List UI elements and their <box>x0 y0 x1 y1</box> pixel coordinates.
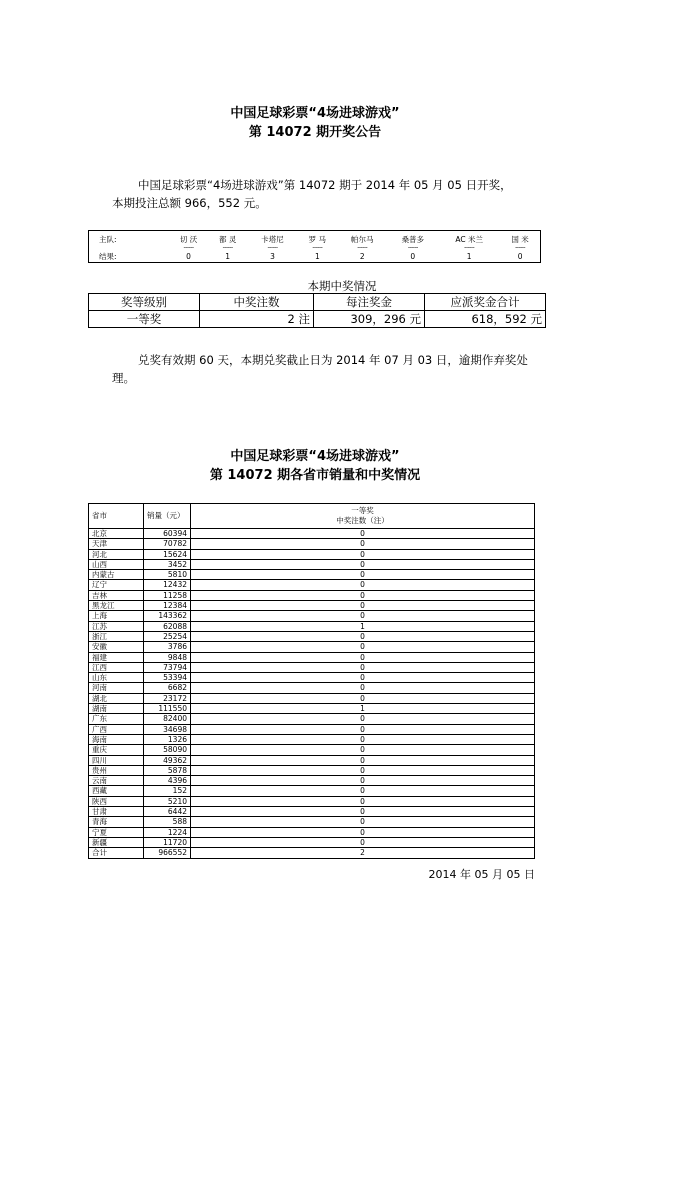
prize-count: 2 注 <box>200 311 314 328</box>
province-title-line2: 第 14072 期各省市销量和中奖情况 <box>209 468 421 483</box>
province-sales: 966552 <box>144 848 191 858</box>
announcement-title-line1: 中国足球彩票“4场进球游戏” <box>230 106 400 121</box>
province-name: 上海 <box>89 611 144 621</box>
table-row <box>89 580 535 590</box>
province-sales: 6442 <box>144 807 191 817</box>
province-prize-count: 0 <box>191 642 535 652</box>
match-result: 1 <box>225 251 231 261</box>
province-prize-count: 0 <box>191 837 535 847</box>
province-name: 河南 <box>89 683 144 693</box>
province-sales: 11258 <box>144 590 191 600</box>
province-sales: 3786 <box>144 642 191 652</box>
match-team: 桑普多 <box>401 234 425 244</box>
province-name: 广东 <box>89 714 144 724</box>
table-row <box>89 765 535 775</box>
header-first-prize <box>191 504 535 529</box>
prize-table-row <box>89 311 546 328</box>
announcement-title <box>0 104 630 142</box>
province-name: 甘肃 <box>89 807 144 817</box>
draw-info-line1: 中国足球彩票“4场进球游戏”第 14072 期于 2014 年 05 月 05 日开奖， <box>138 178 512 192</box>
province-sales: 23172 <box>144 693 191 703</box>
province-name: 广西 <box>89 724 144 734</box>
province-prize-count: 0 <box>191 817 535 827</box>
province-prize-count: 1 <box>191 621 535 631</box>
province-prize-count: 0 <box>191 714 535 724</box>
province-prize-count: 0 <box>191 745 535 755</box>
province-name: 山东 <box>89 673 144 683</box>
prize-per-ticket: 309，296 元 <box>314 311 425 328</box>
prize-table <box>88 293 546 328</box>
province-name: 湖南 <box>89 704 144 714</box>
province-name: 山西 <box>89 559 144 569</box>
claim-info-line2: 理。 <box>112 371 135 385</box>
header-first-prize-line1: 一等奖 <box>351 506 374 515</box>
province-prize-count: 0 <box>191 590 535 600</box>
table-row <box>89 745 535 755</box>
province-name: 西藏 <box>89 786 144 796</box>
table-row <box>89 529 535 539</box>
province-name: 贵州 <box>89 765 144 775</box>
match-result: 0 <box>186 251 191 261</box>
table-row <box>89 693 535 703</box>
draw-info-paragraph <box>112 176 552 212</box>
prize-header-level: 奖等级别 <box>89 294 200 311</box>
match-dash: ------ <box>357 243 368 251</box>
prize-header-count: 中奖注数 <box>200 294 314 311</box>
province-sales: 5210 <box>144 796 191 806</box>
province-sales: 1224 <box>144 827 191 837</box>
province-sales: 588 <box>144 817 191 827</box>
table-row <box>89 590 535 600</box>
table-row <box>89 570 535 580</box>
province-sales: 111550 <box>144 704 191 714</box>
table-row <box>89 848 535 858</box>
province-prize-count: 1 <box>191 704 535 714</box>
province-sales: 5878 <box>144 765 191 775</box>
province-sales: 60394 <box>144 529 191 539</box>
match-result: 0 <box>517 251 523 261</box>
province-sales: 12432 <box>144 580 191 590</box>
province-name: 黑龙江 <box>89 601 144 611</box>
province-sales: 6682 <box>144 683 191 693</box>
match-result: 2 <box>359 251 365 261</box>
province-prize-count: 0 <box>191 601 535 611</box>
province-sales: 73794 <box>144 662 191 672</box>
province-name: 内蒙古 <box>89 570 144 580</box>
table-row <box>89 796 535 806</box>
province-prize-count: 0 <box>191 539 535 549</box>
province-prize-count: 0 <box>191 570 535 580</box>
table-row <box>89 539 535 549</box>
claim-info-paragraph <box>112 351 552 387</box>
province-prize-count: 0 <box>191 755 535 765</box>
table-row <box>89 559 535 569</box>
table-row <box>89 549 535 559</box>
province-prize-count: 0 <box>191 631 535 641</box>
table-row <box>89 621 535 631</box>
province-sales: 70782 <box>144 539 191 549</box>
province-prize-count: 0 <box>191 807 535 817</box>
province-prize-count: 2 <box>191 848 535 858</box>
match-results-table <box>88 230 541 263</box>
province-title-line1: 中国足球彩票“4场进球游戏” <box>230 449 400 464</box>
table-row <box>89 652 535 662</box>
match-dash: ------ <box>183 243 194 251</box>
province-prize-count: 0 <box>191 580 535 590</box>
match-dash: ------ <box>407 243 418 251</box>
province-prize-count: 0 <box>191 796 535 806</box>
province-prize-count: 0 <box>191 652 535 662</box>
province-name: 天津 <box>89 539 144 549</box>
table-row <box>89 786 535 796</box>
province-sales: 143362 <box>144 611 191 621</box>
match-team: 国 米 <box>511 234 529 244</box>
province-prize-count: 0 <box>191 765 535 775</box>
header-sales: 销量（元） <box>144 504 191 529</box>
prize-table-header <box>89 294 546 311</box>
match-dash: ------ <box>222 243 233 251</box>
province-sales: 12384 <box>144 601 191 611</box>
match-dash: ------ <box>312 243 323 251</box>
province-name: 河北 <box>89 549 144 559</box>
province-name: 重庆 <box>89 745 144 755</box>
province-name: 浙江 <box>89 631 144 641</box>
province-prize-count: 0 <box>191 734 535 744</box>
province-prize-count: 0 <box>191 549 535 559</box>
province-name: 江苏 <box>89 621 144 631</box>
match-team: 切 沃 <box>179 234 198 244</box>
header-first-prize-line2: 中奖注数（注） <box>336 516 389 525</box>
match-dash: ------ <box>267 243 278 251</box>
province-sales: 25254 <box>144 631 191 641</box>
province-prize-count: 0 <box>191 559 535 569</box>
province-prize-count: 0 <box>191 683 535 693</box>
match-team: 帕尔马 <box>350 234 374 244</box>
match-result: 1 <box>314 251 320 261</box>
table-row <box>89 673 535 683</box>
province-sales: 1326 <box>144 734 191 744</box>
draw-info-line2: 本期投注总额 966，552 元。 <box>112 196 267 210</box>
province-sales: 49362 <box>144 755 191 765</box>
prize-section-title: 本期中奖情况 <box>307 279 377 293</box>
claim-info-line1: 兑奖有效期 60 天，本期兑奖截止日为 2014 年 07 月 03 日，逾期作弃奖处 <box>138 353 528 367</box>
table-row <box>89 714 535 724</box>
result-label: 结果: <box>99 251 117 261</box>
match-team: 卡塔尼 <box>261 234 284 244</box>
announcement-title-line2: 第 14072 期开奖公告 <box>248 125 382 140</box>
province-name: 陕西 <box>89 796 144 806</box>
province-prize-count: 0 <box>191 673 535 683</box>
province-table-header <box>89 504 535 529</box>
province-name: 辽宁 <box>89 580 144 590</box>
province-sales: 4396 <box>144 776 191 786</box>
province-name: 福建 <box>89 652 144 662</box>
table-row <box>89 611 535 621</box>
table-row <box>89 704 535 714</box>
province-sales: 58090 <box>144 745 191 755</box>
province-name: 湖北 <box>89 693 144 703</box>
prize-header-total: 应派奖金合计 <box>425 294 546 311</box>
province-name: 海南 <box>89 734 144 744</box>
prize-header-per: 每注奖金 <box>314 294 425 311</box>
match-dash: ------ <box>464 243 475 251</box>
match-dash: ------ <box>515 243 526 251</box>
province-name: 吉林 <box>89 590 144 600</box>
table-row <box>89 776 535 786</box>
province-name: 新疆 <box>89 837 144 847</box>
province-prize-count: 0 <box>191 786 535 796</box>
province-prize-count: 0 <box>191 776 535 786</box>
match-result: 3 <box>270 251 275 261</box>
match-team: AC 米兰 <box>455 234 483 244</box>
province-name: 合计 <box>89 848 144 858</box>
province-prize-count: 0 <box>191 827 535 837</box>
province-prize-count: 0 <box>191 724 535 734</box>
province-name: 青海 <box>89 817 144 827</box>
province-name: 北京 <box>89 529 144 539</box>
table-row <box>89 734 535 744</box>
table-row <box>89 807 535 817</box>
table-row <box>89 817 535 827</box>
province-name: 四川 <box>89 755 144 765</box>
match-team: 罗 马 <box>308 234 327 244</box>
province-name: 云南 <box>89 776 144 786</box>
province-sales: 152 <box>144 786 191 796</box>
table-row <box>89 724 535 734</box>
province-prize-count: 0 <box>191 693 535 703</box>
match-team: 都 灵 <box>218 234 237 244</box>
province-sales: 53394 <box>144 673 191 683</box>
province-sales: 34698 <box>144 724 191 734</box>
home-team-label: 主队: <box>99 234 117 244</box>
province-sales: 15624 <box>144 549 191 559</box>
province-report-title <box>0 447 630 485</box>
table-row <box>89 683 535 693</box>
match-results-row <box>89 250 541 263</box>
province-prize-count: 0 <box>191 611 535 621</box>
prize-total: 618，592 元 <box>425 311 546 328</box>
province-prize-count: 0 <box>191 529 535 539</box>
header-province: 省市 <box>89 504 144 529</box>
match-result: 0 <box>410 251 416 261</box>
table-row <box>89 837 535 847</box>
table-row <box>89 631 535 641</box>
table-row <box>89 662 535 672</box>
prize-level: 一等奖 <box>89 311 200 328</box>
province-sales: 5810 <box>144 570 191 580</box>
table-row <box>89 642 535 652</box>
province-name: 江西 <box>89 662 144 672</box>
province-sales: 9848 <box>144 652 191 662</box>
province-sales: 3452 <box>144 559 191 569</box>
match-teams-row <box>89 231 541 246</box>
province-sales: 11720 <box>144 837 191 847</box>
province-name: 宁夏 <box>89 827 144 837</box>
report-date: 2014 年 05 月 05 日 <box>428 868 535 881</box>
province-sales: 62088 <box>144 621 191 631</box>
province-sales-table <box>88 503 535 859</box>
table-row <box>89 755 535 765</box>
match-result: 1 <box>466 251 472 261</box>
table-row <box>89 601 535 611</box>
province-sales: 82400 <box>144 714 191 724</box>
province-name: 安徽 <box>89 642 144 652</box>
table-row <box>89 827 535 837</box>
province-prize-count: 0 <box>191 662 535 672</box>
